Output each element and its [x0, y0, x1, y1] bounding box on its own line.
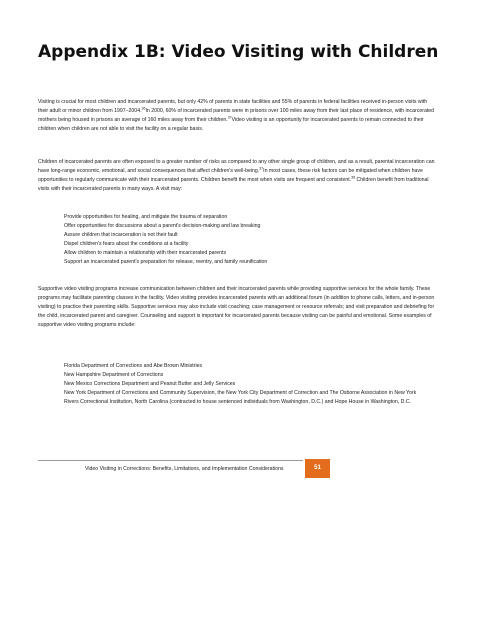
paragraph-text: Video visiting is an opportunity for incarcerated parents to remain connected to their children when children are not able to visit the facility on a regular basis. — [38, 117, 424, 133]
list-item: Assure children that incarceration is not their fault — [64, 232, 178, 239]
list-item: Allow children to maintain a relationship with their incarcerated parents — [64, 250, 227, 257]
list-item: Rivers Correctional Institution, North Carolina (contracted to house sentenced individuals from Washington, D.C.) and Hope House in Washington, D.C. — [64, 399, 412, 406]
list-item: Florida Department of Corrections and Abe Brown Ministries — [64, 363, 203, 369]
footer-title: Video Visiting in Corrections: Benefits, Limitations, and Implementation Considerations — [85, 466, 284, 472]
paragraph-text: Children of incarcerated parents are often exposed to a greater number of risks as compared to any other single group of children, and as a result, parental incarceration can have long-range economic, emotional, and social consequences that affect children's well-being. — [38, 159, 435, 175]
program-examples-list — [64, 362, 434, 407]
paragraph-text: In 2000, 60% of incarcerated parents were in prisons over 100 miles away from their last place of residence, with incarcerated mothers being housed in prisons an average of 160 miles away from their children. — [38, 108, 435, 124]
list-item: Provide opportunities for healing, and mitigate the trauma of separation — [64, 214, 228, 220]
list-item: New York Department of Corrections and Community Supervision, the New York City Department of Correction and The Osborne Association in New York — [64, 390, 417, 397]
paragraph-supportive-programs: Supportive video visiting programs increase communication between children and their incarcerated parents while providing supportive services for the whole family. These programs may facilitate parenting classes in the facility. Video visiting provides incarcerated parents with an additional forum (in addition to phone calls, letters, and in-person visiting) to practice their parenting skills. Supportive services may also include visit coaching; case management or resource referrals; and visit preparation and debriefing for the child, incarcerated parent and caregiver. Counseling and support is important for incarcerated parents because visiting can be painful and emotional. Some examples of supportive video visiting programs include: — [38, 286, 435, 329]
paragraph-text: Visiting is crucial for most children and incarcerated parents, but only 42% of parents in state facilities and 55% of parents in federal facilities received in-person visits with their adult or minor children from 1997–2004. — [38, 99, 428, 115]
footnote-ref: 37 — [227, 115, 232, 120]
footnote-ref: 38 — [351, 175, 356, 180]
list-item: Support an incarcerated parent's preparation for release, reentry, and family reunification — [64, 259, 268, 266]
page-title: Appendix 1B: Video Visiting with Children — [38, 42, 439, 62]
visit-benefits-list — [64, 213, 434, 268]
footnote-ref: 37 — [259, 166, 264, 171]
list-item: Offer opportunities for discussions about a parent's decision-making and law breaking — [64, 223, 261, 230]
list-item: New Hampshire Department of Corrections — [64, 372, 164, 379]
page-number-badge: 51 — [305, 459, 330, 478]
paragraph-text: Children benefit from traditional visits with their incarcerated parents in many ways. A visit may: — [38, 177, 429, 193]
footnote-ref: 36 — [141, 106, 146, 111]
paragraph-visiting-importance — [38, 98, 438, 134]
list-item: New Mexico Corrections Department and Peanut Butter and Jelly Services — [64, 381, 236, 388]
paragraph-children-risks — [38, 158, 438, 194]
paragraph-text: In most cases, these risk factors can be mitigated when children have opportunities to regularly communicate with their incarcerated parents. Children benefit the most when visits are frequent and consistent. — [38, 168, 423, 184]
list-item: Dispel children's fears about the conditions at a facility — [64, 241, 189, 248]
footer-divider — [38, 460, 303, 461]
